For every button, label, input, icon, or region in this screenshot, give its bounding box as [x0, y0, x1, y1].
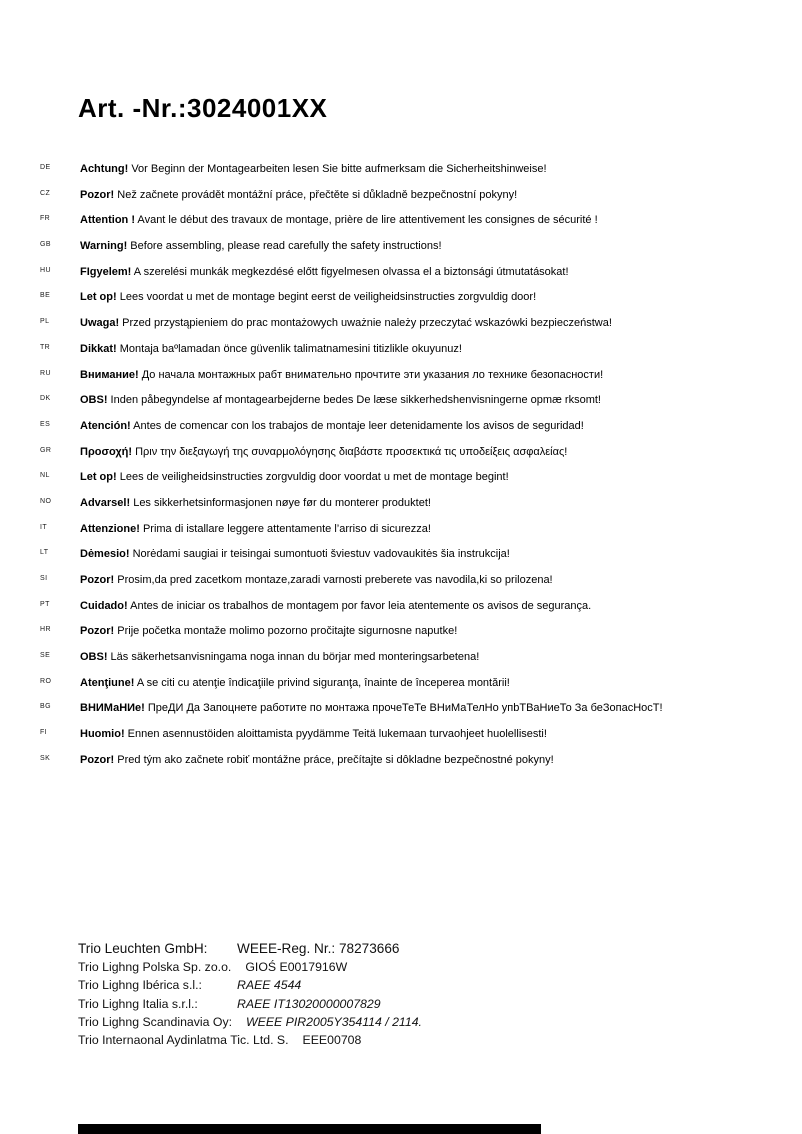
- warning-message: [80, 445, 567, 459]
- warning-message: [80, 650, 479, 664]
- language-code: CZ: [40, 189, 51, 197]
- warning-message: [80, 727, 547, 741]
- footer-row: [78, 958, 638, 976]
- registration-number: GIOŚ E0017916W: [245, 960, 348, 975]
- language-code: FI: [40, 729, 48, 737]
- language-code: TR: [40, 343, 51, 351]
- page-bottom-bar: [78, 1124, 541, 1134]
- warning-text: Lees de veiligheidsinstructies zorgvuldig door voordat u met de montage begint!: [116, 471, 509, 484]
- registration-number: WEEE PIR2005Y354114 / 2114.: [246, 1014, 422, 1029]
- registration-number: RAEE IT13020000007829: [237, 996, 381, 1011]
- language-code: IT: [40, 523, 48, 531]
- warning-keyword: Attenzione!: [80, 522, 140, 535]
- warning-row: [0, 496, 802, 522]
- warning-message: [80, 496, 431, 510]
- warning-row: [0, 239, 802, 265]
- language-code: SE: [40, 652, 51, 660]
- warning-keyword: Warning!: [80, 240, 128, 253]
- company-name: Trio Lighng Polska Sp. zo.o.: [78, 960, 232, 975]
- warning-row: [0, 547, 802, 573]
- warning-keyword: Cuidado!: [80, 599, 128, 612]
- warning-text: Vor Beginn der Montagearbeiten lesen Sie bitte aufmerksam die Sicherheitshinweise!: [128, 163, 547, 175]
- language-code: ES: [40, 420, 51, 428]
- company-name: Trio Lighng Scandinavia Oy:: [78, 1014, 233, 1029]
- language-code: PT: [40, 600, 50, 608]
- warning-text: До начала монтажных рабт внимательно прочтите эти указания ло технике безопасности!: [138, 368, 604, 381]
- warning-keyword: Attention !: [80, 214, 135, 227]
- warning-message: [80, 522, 431, 536]
- language-code: HR: [40, 626, 51, 634]
- warning-text: Antes de comencar con los trabajos de montaje leer detenidamente los avisos de seguridad!: [130, 419, 584, 432]
- language-code: LT: [40, 549, 49, 557]
- footer-row: [78, 1013, 638, 1031]
- warning-text: Pred tým ako začnete robiť montážne práce, prečítajte si dôkladne bezpečnostné pokyny!: [114, 753, 554, 766]
- language-code: RO: [40, 677, 52, 685]
- warning-keyword: Uwaga!: [80, 317, 120, 330]
- warning-text: Antes de iniciar os trabalhos de montagem por favor leia atentemente os avisos de segurança.: [127, 599, 592, 612]
- language-code: SI: [40, 575, 48, 582]
- warning-text: A se citi cu atenţie îndicaţiile privind siguranţa, înainte de începerea montării!: [134, 676, 510, 689]
- warning-row: [0, 701, 802, 727]
- warning-row: [0, 599, 802, 625]
- warning-message: [80, 624, 457, 638]
- warning-row: [0, 470, 802, 496]
- company-name: Trio Lighng Italia s.r.l.:: [78, 996, 198, 1011]
- warning-text: Przed przystąpieniem do prac montażowych uważnie należy przeczytać wskazówki bezpieczeństwa!: [119, 317, 612, 330]
- warning-keyword: Huomio!: [80, 728, 125, 741]
- article-number-title: Art. -Nr.:3024001XX: [78, 93, 328, 124]
- warning-text: Before assembling, please read carefully the safety instructions!: [127, 240, 442, 253]
- warning-text: Montaja baºlamadan önce güvenlik talimatnamesini titizlikle okuyunuz!: [116, 342, 462, 355]
- warning-row: [0, 573, 802, 599]
- language-code: PL: [40, 318, 50, 326]
- warning-row: [0, 393, 802, 419]
- warning-text: Prima di istallare leggere attentamente l’arriso di sicurezza!: [139, 522, 431, 535]
- language-code: DK: [40, 395, 51, 403]
- warning-keyword: Προσοχή!: [80, 445, 133, 458]
- warning-message: [80, 239, 442, 253]
- warning-text: ПреДИ Да Запоцнете работите по монтажа прочеТеТе ВНиМаТелНо упbТВаНиеТо За беЗопасНосТ!: [144, 702, 663, 715]
- warning-message: [80, 393, 601, 407]
- warning-message: [80, 290, 536, 304]
- warning-row: [0, 368, 802, 394]
- language-code: GR: [40, 446, 52, 454]
- warning-row: [0, 522, 802, 548]
- warning-row: [0, 676, 802, 702]
- warning-text: Prije početka montaže molimo pozorno pročitajte sigurnosne naputke!: [114, 625, 458, 638]
- company-name: Trio Internaonal Aydinlatma Tic. Ltd. S.: [78, 1033, 289, 1048]
- language-code: NL: [40, 472, 50, 480]
- warning-row: [0, 213, 802, 239]
- warning-text: Avant le début des travaux de montage, prière de lire attentivement les consignes de sécurité !: [134, 214, 598, 227]
- warning-row: [0, 162, 802, 188]
- warning-text: Prosim,da pred zacetkom montaze,zaradi varnosti preberete vas navodila,ki so prilozena!: [114, 574, 553, 586]
- warning-text: Než začnete provádět montážní práce, přečtěte si důkladně bezpečnostní pokyny!: [114, 188, 518, 201]
- language-code: HU: [40, 266, 51, 274]
- warning-text: Lees voordat u met de montage begint eerst de veiligheidsinstructies zorgvuldig door!: [116, 291, 537, 304]
- warnings-list: [0, 162, 802, 779]
- warning-text: A szerelési munkák megkezdésé előtt figyelmesen olvassa el a biztonsági útmutatásokat!: [131, 265, 569, 278]
- warning-row: [0, 265, 802, 291]
- warning-text: Les sikkerhetsinformasjonen nøye før du monterer produktet!: [130, 496, 431, 509]
- warning-text: Norėdami saugiai ir teisingai sumontuoti šviestuv vadovaukitės šia instrukcija!: [129, 548, 510, 561]
- warning-message: [80, 162, 547, 176]
- registration-number: WEEE-Reg. Nr.: 78273666: [237, 941, 400, 956]
- warning-row: [0, 650, 802, 676]
- warning-row: [0, 445, 802, 471]
- registration-number: EEE00708: [302, 1033, 362, 1048]
- warning-text: Ennen asennustöiden aloittamista pyydämme Teitä lukemaan turvaohjeet huolellisesti!: [124, 728, 547, 741]
- warning-message: [80, 316, 612, 330]
- warning-keyword: Pozor!: [80, 574, 115, 586]
- warning-message: [80, 342, 462, 356]
- warning-message: [80, 573, 553, 587]
- warning-row: [0, 753, 802, 779]
- warning-keyword: Advarsel!: [80, 496, 131, 509]
- warning-row: [0, 290, 802, 316]
- company-name: Trio Lighng Ibérica s.l.:: [78, 978, 202, 993]
- warning-row: [0, 624, 802, 650]
- warning-keyword: Внимание!: [80, 368, 139, 381]
- warning-text: Läs säkerhetsanvisningama noga innan du börjar med monteringsarbetena!: [107, 651, 480, 664]
- warning-row: [0, 727, 802, 753]
- warning-keyword: Let op!: [80, 471, 117, 484]
- warning-row: [0, 316, 802, 342]
- warning-row: [0, 188, 802, 214]
- warning-keyword: OBS!: [80, 651, 108, 664]
- warning-message: [80, 701, 663, 715]
- language-code: SK: [40, 754, 51, 762]
- warning-message: [80, 470, 509, 484]
- company-registration-footer: [78, 940, 638, 1049]
- language-code: NO: [40, 497, 52, 505]
- warning-keyword: Atenţiune!: [80, 676, 135, 689]
- warning-message: [80, 676, 510, 690]
- warning-message: [80, 368, 603, 382]
- warning-keyword: Let op!: [80, 291, 117, 304]
- warning-row: [0, 419, 802, 445]
- language-code: RU: [40, 369, 51, 377]
- language-code: FR: [40, 215, 51, 223]
- footer-row: [78, 1031, 638, 1049]
- warning-message: [80, 547, 510, 561]
- warning-keyword: Pozor!: [80, 753, 115, 766]
- warning-row: [0, 342, 802, 368]
- warning-text: Inden påbegyndelse af montagearbejderne bedes De læse sikkerhedshenvisningerne opmæ rksomt!: [107, 394, 601, 407]
- warning-message: [80, 265, 569, 279]
- warning-keyword: Dikkat!: [80, 342, 117, 355]
- language-code: BG: [40, 703, 51, 711]
- warning-keyword: Pozor!: [80, 188, 115, 201]
- warning-keyword: ВНИМаНИе!: [80, 702, 145, 715]
- warning-message: [80, 188, 517, 202]
- warning-text: Πριν την διεξαγωγή της συναρμολόγησης διαβάστε προσεκτικά τις υποδείξεις ασφαλείας!: [132, 445, 568, 458]
- warning-keyword: OBS!: [80, 394, 108, 407]
- warning-message: [80, 213, 598, 227]
- warning-message: [80, 753, 554, 767]
- language-code: BE: [40, 292, 51, 300]
- language-code: DE: [40, 164, 51, 171]
- warning-message: [80, 419, 584, 433]
- footer-row: [78, 995, 638, 1013]
- footer-row: [78, 940, 638, 958]
- footer-row: [78, 976, 638, 994]
- warning-keyword: Achtung!: [80, 163, 129, 175]
- warning-keyword: FIgyelem!: [80, 265, 132, 278]
- company-name: Trio Leuchten GmbH:: [78, 941, 208, 956]
- warning-keyword: Pozor!: [80, 625, 115, 638]
- warning-keyword: Atención!: [80, 419, 131, 432]
- registration-number: RAEE 4544: [237, 978, 302, 993]
- warning-message: [80, 599, 591, 613]
- warning-keyword: Dėmesio!: [80, 548, 130, 561]
- language-code: GB: [40, 241, 51, 249]
